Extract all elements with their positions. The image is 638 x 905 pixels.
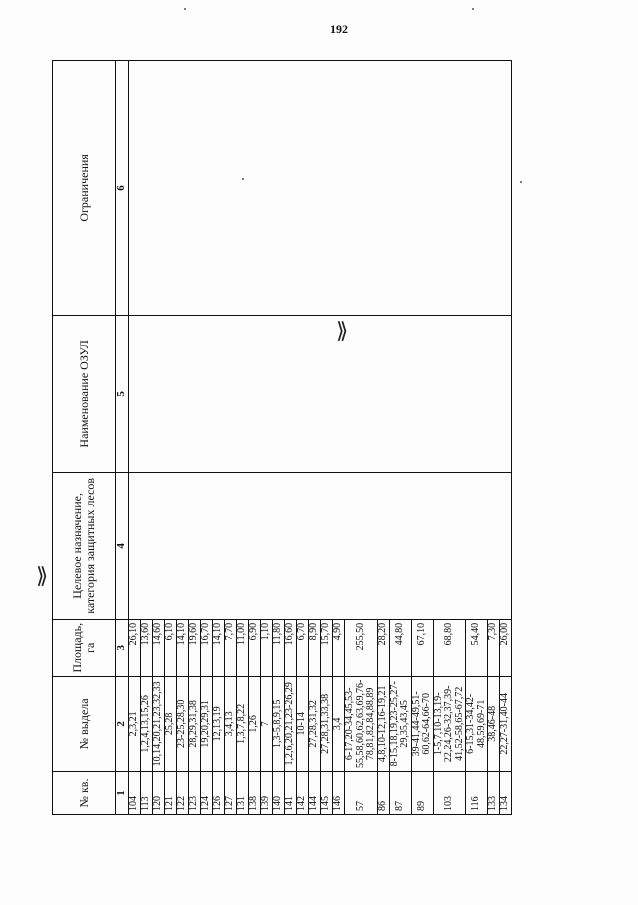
column-number: 5	[116, 315, 129, 472]
cell-kv: 89	[411, 772, 433, 815]
cell-kv: 87	[389, 772, 411, 815]
cell-kv: 116	[466, 772, 488, 815]
cell-kv: 142	[297, 772, 309, 815]
cell-area: 28,20	[377, 619, 389, 676]
binding-mark: ⟫	[36, 563, 49, 588]
cell-area: 7,30	[488, 619, 500, 676]
cell-vydel: 4,8,10-12,16-19,21	[377, 676, 389, 771]
cell-area: 14,10	[177, 619, 189, 676]
cell-area: 26,00	[500, 619, 512, 676]
cell-vydel: 39-41,44-49,51-60,62-64,66-70	[411, 676, 433, 771]
cell-vydel: 6-15,31-34,42-48,59,69-71	[466, 676, 488, 771]
cell-vydel: 27,28,31,32	[309, 676, 321, 771]
cell-kv: 104	[129, 772, 141, 815]
cell-vydel: 23-25,28,30	[177, 676, 189, 771]
cell-area: 8,90	[309, 619, 321, 676]
column-number: 1	[116, 772, 129, 815]
cell-kv: 133	[488, 772, 500, 815]
cell-vydel: 38,46-48	[488, 676, 500, 771]
cell-vydel: 25,28	[165, 676, 177, 771]
cell-vydel: 19,20,29,31	[201, 676, 213, 771]
cell-area: 6,10	[165, 619, 177, 676]
binding-mark: ⟫	[336, 318, 349, 343]
column-number: 3	[116, 619, 129, 676]
cell-kv: 140	[273, 772, 285, 815]
cell-purpose	[129, 472, 512, 619]
cell-kv: 57	[345, 772, 378, 815]
cell-kv: 127	[225, 772, 237, 815]
cell-area: 26,10	[129, 619, 141, 676]
rotated-table-container	[52, 60, 511, 815]
cell-vydel: 10,14,20,21,23,32,33	[153, 676, 165, 771]
cell-area: 16,70	[201, 619, 213, 676]
header-kv: № кв.	[53, 772, 116, 815]
cell-vydel: 1,2,6,20,21,23-26,29	[285, 676, 297, 771]
cell-vydel: 1,26	[249, 676, 261, 771]
cell-area: 255,50	[345, 619, 378, 676]
cell-kv: 139	[261, 772, 273, 815]
cell-kv: 141	[285, 772, 297, 815]
cell-kv: 86	[377, 772, 389, 815]
cell-vydel: 1,3-5,8,9,15	[273, 676, 285, 771]
cell-vydel: 7	[261, 676, 273, 771]
cell-area: 11,80	[273, 619, 285, 676]
header-ozul: Наименование ОЗУЛ	[53, 315, 116, 472]
cell-kv: 145	[321, 772, 333, 815]
cell-vydel: 10-14	[297, 676, 309, 771]
column-number: 4	[116, 472, 129, 619]
cell-kv: 113	[141, 772, 153, 815]
cell-vydel: 12,13,19	[213, 676, 225, 771]
cell-kv: 121	[165, 772, 177, 815]
cell-vydel: 3,4,13	[225, 676, 237, 771]
column-number-row	[116, 61, 129, 815]
cell-vydel: 3,4	[333, 676, 345, 771]
cell-kv: 146	[333, 772, 345, 815]
header-vydel: № выдела	[53, 676, 116, 771]
cell-vydel: 8-15,18,19,23-25,27-29,35,43,45	[389, 676, 411, 771]
cell-area: 11,00	[237, 619, 249, 676]
cell-vydel: 1,2,4,13,15,26	[141, 676, 153, 771]
cell-vydel: 1,3,7,8,22	[237, 676, 249, 771]
cell-area: 13,60	[141, 619, 153, 676]
speck	[184, 8, 186, 10]
cell-vydel: 22,27-31,40-44	[500, 676, 512, 771]
cell-area: 7,70	[225, 619, 237, 676]
cell-vydel: 2,3,21	[129, 676, 141, 771]
table-row	[129, 61, 141, 815]
cell-kv: 131	[237, 772, 249, 815]
cell-kv: 103	[433, 772, 466, 815]
cell-kv: 134	[500, 772, 512, 815]
cell-kv: 122	[177, 772, 189, 815]
page-number: 192	[330, 22, 348, 36]
cell-ozul	[129, 315, 512, 472]
cell-area: 14,10	[213, 619, 225, 676]
header-restrictions: Ограничения	[53, 61, 116, 316]
speck	[472, 8, 474, 10]
cell-kv: 120	[153, 772, 165, 815]
cell-area: 67,10	[411, 619, 433, 676]
speck	[520, 181, 522, 183]
cell-area: 68,80	[433, 619, 466, 676]
cell-area: 19,60	[189, 619, 201, 676]
cell-area: 6,70	[297, 619, 309, 676]
cell-area: 15,70	[321, 619, 333, 676]
cell-kv: 124	[201, 772, 213, 815]
cell-area: 16,60	[285, 619, 297, 676]
cell-kv: 138	[249, 772, 261, 815]
column-number: 2	[116, 676, 129, 771]
header-row	[53, 61, 116, 815]
cell-area: 6,90	[249, 619, 261, 676]
cell-area: 4,90	[333, 619, 345, 676]
cell-area: 1,10	[261, 619, 273, 676]
cell-vydel: 27,28,31,33,38	[321, 676, 333, 771]
cell-kv: 144	[309, 772, 321, 815]
cell-vydel: 28,29,31,38	[189, 676, 201, 771]
header-area: Площадь, га	[53, 619, 116, 676]
forest-table	[52, 60, 512, 815]
cell-vydel: 6-17,20-34,45,53-55,58,60,62,63,69,76-78,81,82,84,88,89	[345, 676, 378, 771]
cell-area: 14,60	[153, 619, 165, 676]
cell-vydel: 1-5,7,10-13,19-22,24,26-32,37,39-41,52-58,65-67,72	[433, 676, 466, 771]
cell-kv: 126	[213, 772, 225, 815]
cell-area: 54,40	[466, 619, 488, 676]
cell-restrictions	[129, 61, 512, 316]
cell-area: 44,80	[389, 619, 411, 676]
header-purpose: Целевое назначение, категория защитных лесов	[53, 472, 116, 619]
cell-kv: 123	[189, 772, 201, 815]
column-number: 6	[116, 61, 129, 316]
